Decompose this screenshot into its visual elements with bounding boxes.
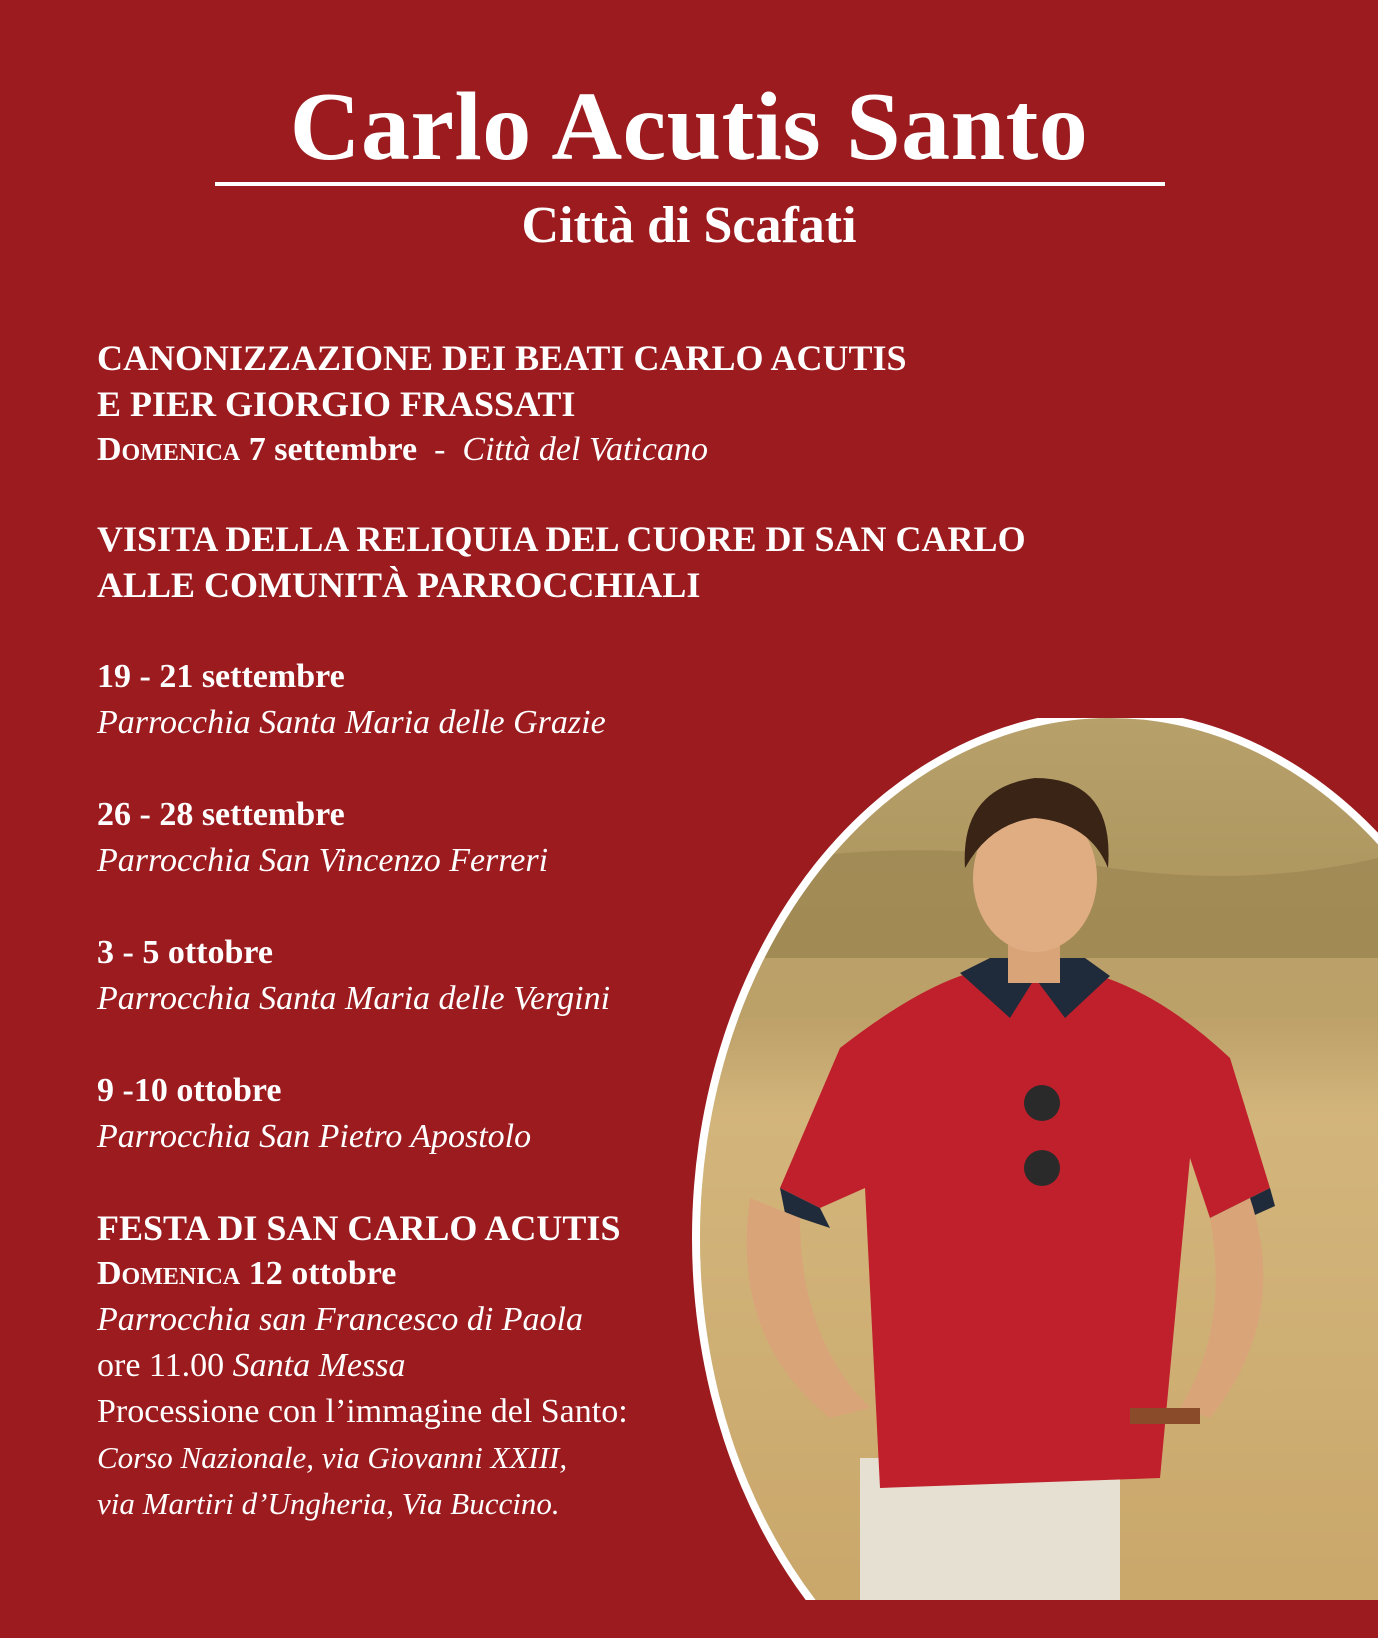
schedule-item — [97, 654, 606, 746]
feast-section — [97, 1205, 628, 1527]
canonization-date-day: Domenica — [97, 431, 241, 468]
schedule-item — [97, 930, 610, 1022]
feast-heading: FESTA DI SAN CARLO ACUTIS — [97, 1208, 621, 1248]
feast-mass — [97, 1343, 628, 1389]
feast-procession: Processione con l’immagine del Santo: — [97, 1393, 628, 1430]
poster-title: Carlo Acutis Santo — [289, 73, 1089, 181]
canonization-heading-line2: E PIER GIORGIO FRASSATI — [97, 384, 576, 424]
schedule-parish: Parrocchia San Vincenzo Ferreri — [97, 842, 549, 879]
canonization-date — [97, 427, 907, 473]
schedule-parish: Parrocchia San Pietro Apostolo — [97, 1118, 532, 1155]
visit-section — [97, 516, 1026, 608]
schedule-item — [97, 1068, 531, 1160]
feast-parish: Parrocchia san Francesco di Paola — [97, 1301, 583, 1338]
canonization-separator: - — [434, 431, 446, 468]
canonization-heading-line1: CANONIZZAZIONE DEI BEATI CARLO ACUTIS — [97, 338, 907, 378]
visit-heading-line2: ALLE COMUNITÀ PARROCCHIALI — [97, 565, 701, 605]
feast-route-line2: via Martiri d’Ungheria, Via Buccino. — [97, 1486, 560, 1521]
feast-date-day: Domenica — [97, 1255, 241, 1292]
feast-mass-time: ore 11.00 — [97, 1347, 225, 1384]
title-divider — [215, 182, 1165, 186]
feast-route-line1: Corso Nazionale, via Giovanni XXIII, — [97, 1440, 568, 1475]
canonization-section — [97, 335, 907, 473]
feast-mass-label: Santa Messa — [232, 1347, 406, 1384]
schedule-dates: 26 - 28 settembre — [97, 796, 345, 833]
visit-heading-line1: VISITA DELLA RELIQUIA DEL CUORE DI SAN CARLO — [97, 519, 1026, 559]
poster-subtitle: Città di Scafati — [521, 197, 857, 254]
schedule-item — [97, 792, 548, 884]
schedule-dates: 19 - 21 settembre — [97, 658, 345, 695]
saint-photo — [690, 718, 1378, 1638]
canonization-place: Città del Vaticano — [462, 431, 708, 468]
feast-date — [97, 1251, 628, 1297]
feast-date-rest: 12 ottobre — [248, 1255, 397, 1292]
schedule-dates: 9 -10 ottobre — [97, 1072, 282, 1109]
schedule-parish: Parrocchia Santa Maria delle Grazie — [97, 704, 606, 741]
saint-portrait-illustration — [690, 718, 1378, 1600]
schedule-dates: 3 - 5 ottobre — [97, 934, 273, 971]
schedule-parish: Parrocchia Santa Maria delle Vergini — [97, 980, 611, 1017]
canonization-date-rest: 7 settembre — [248, 431, 418, 468]
